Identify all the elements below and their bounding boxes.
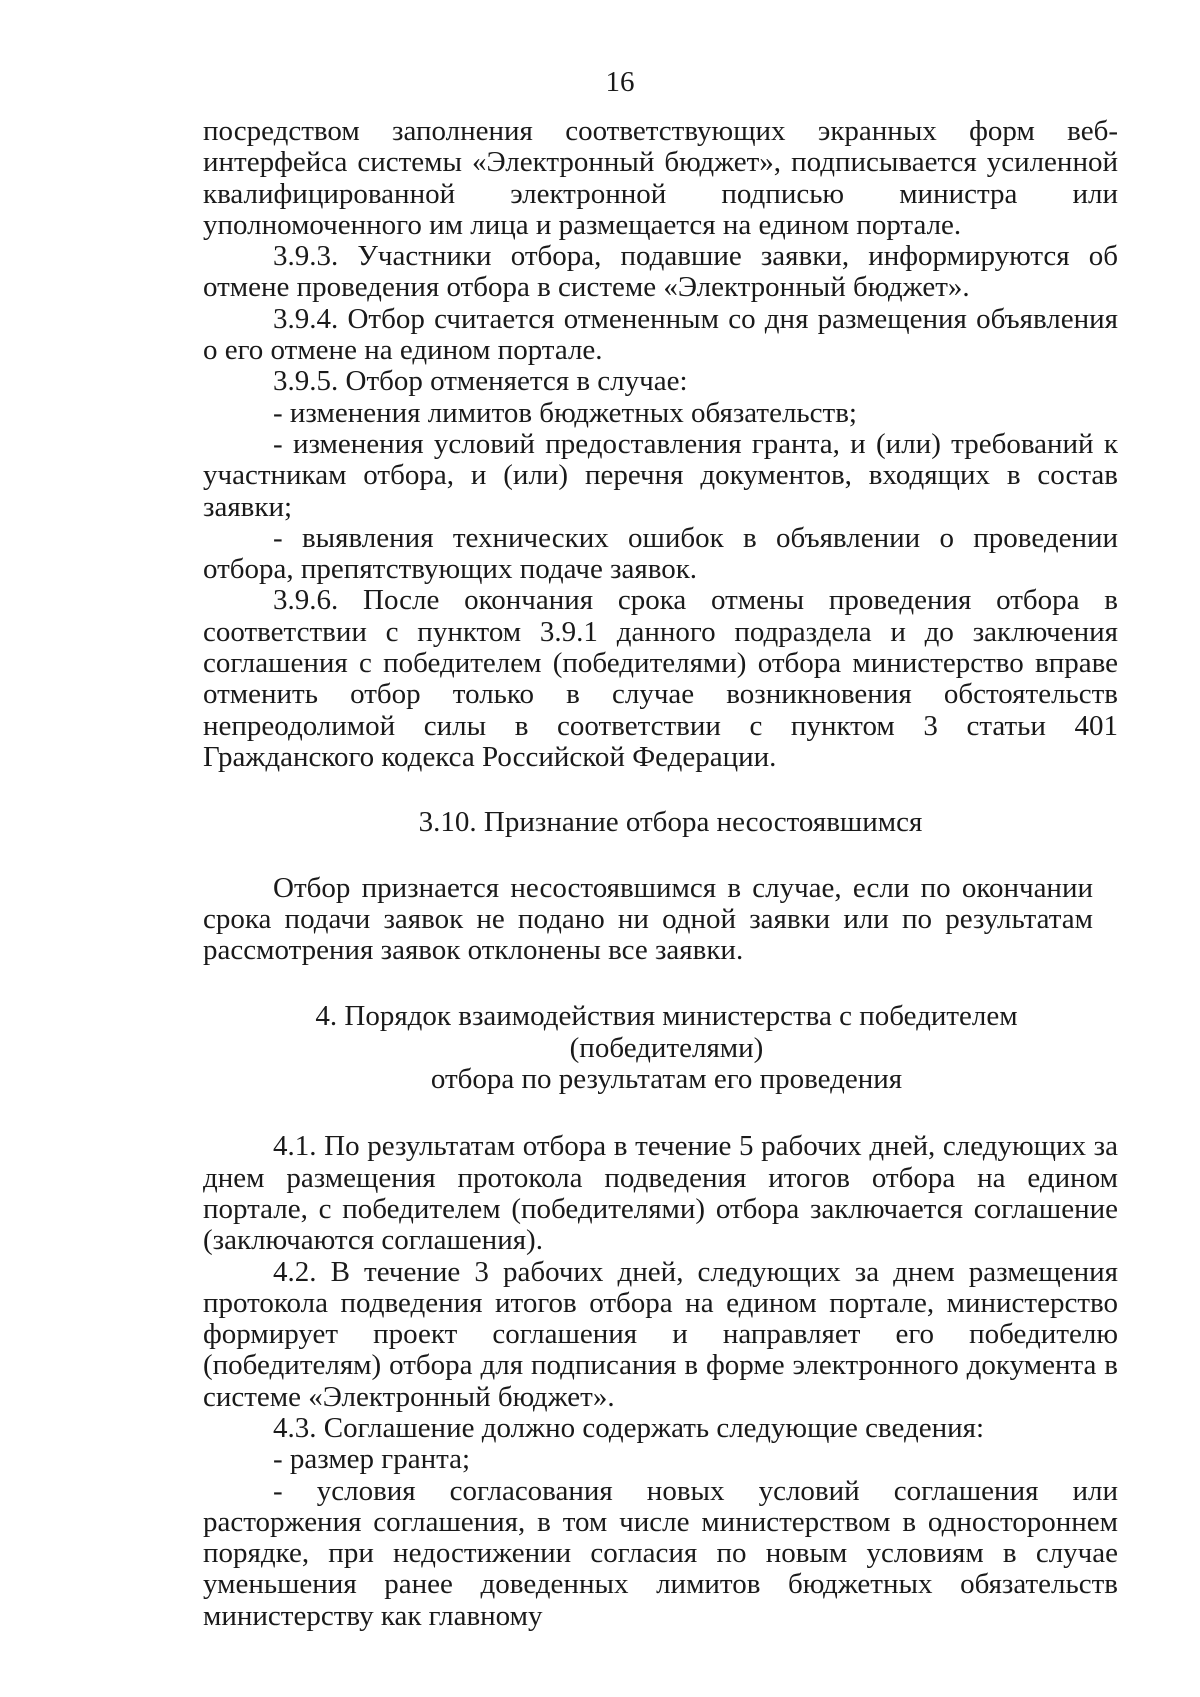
paragraph-3-9-5: 3.9.5. Отбор отменяется в случае: (273, 365, 688, 398)
list-item-errors: - выявления технических ошибок в объявлении о проведении отбора, препятствующих подаче заявок. (203, 521, 1118, 586)
paragraph-4-3: 4.3. Соглашение должно содержать следующие сведения: (273, 1411, 985, 1444)
list-item-conditions: - изменения условий предоставления гранта, и (или) требований к участникам отбора, и (или) перечня документов, входящих в состав заявки; (203, 427, 1118, 523)
page-number: 16 (605, 66, 635, 98)
document-body (203, 116, 1118, 1632)
paragraph-3-10: Отбор признается несостоявшимся в случае, если по окончании срока подачи заявок не подано ни одной заявки или по результатам рассмотрения заявок отклонены все заявки. (203, 871, 1093, 967)
paragraph-3-9-3: 3.9.3. Участники отбора, подавшие заявки, информируются об отмене проведения отбора в системе «Электронный бюджет». (203, 240, 1118, 304)
paragraph-4-2: 4.2. В течение 3 рабочих дней, следующих за днем размещения протокола подведения итогов отбора на едином портале, министерство формирует проект соглашения и направляет его победителю (победителям) отбора для подписания в форме электронного документа в системе «Электронный бюджет». (203, 1255, 1118, 1413)
section-heading-4 (203, 1001, 1118, 1095)
paragraph-3-9-4: 3.9.4. Отбор считается отмененным со дня размещения объявления о его отмене на едином портале. (203, 302, 1118, 367)
section-heading-3-10: 3.10. Признание отбора несостоявшимся (418, 806, 923, 839)
list-item-grant-size: - размер гранта; (273, 1443, 471, 1476)
list-item-limits: - изменения лимитов бюджетных обязательств; (273, 396, 857, 429)
section-heading-4-line1: 4. Порядок взаимодействия министерства с победителем (победителями) (315, 1000, 1018, 1064)
paragraph-3-9-6: 3.9.6. После окончания срока отмены проведения отбора в соответствии с пунктом 3.9.1 данного подраздела и до заключения соглашения с победителем (победителями) отбора министерство вправе отменить отбор только в случае возникновения обстоятельств непреодолимой силы в соответствии с пунктом 3 статьи 401 Гражданского кодекса Российской Федерации. (203, 584, 1118, 773)
paragraph-4-1: 4.1. По результатам отбора в течение 5 рабочих дней, следующих за днем размещения протокола подведения итогов отбора на едином портале, с победителем (победителями) отбора заключается соглашение (заключаются соглашения). (203, 1130, 1118, 1257)
section-heading-4-line2: отбора по результатам его проведения (430, 1063, 903, 1096)
list-item-agreement-conditions: - условия согласования новых условий соглашения или расторжения соглашения, в том числе министерством в одностороннем порядке, при недостижении согласия по новым условиям в случае уменьшения ранее доведенных лимитов бюджетных обязательств министерству как главному (203, 1474, 1118, 1632)
paragraph-continuation: посредством заполнения соответствующих экранных форм веб-интерфейса системы «Электронный бюджет», подписывается усиленной квалифицированной электронной подписью министра или уполномоченного им лица и размещается на едином портале. (203, 115, 1118, 241)
